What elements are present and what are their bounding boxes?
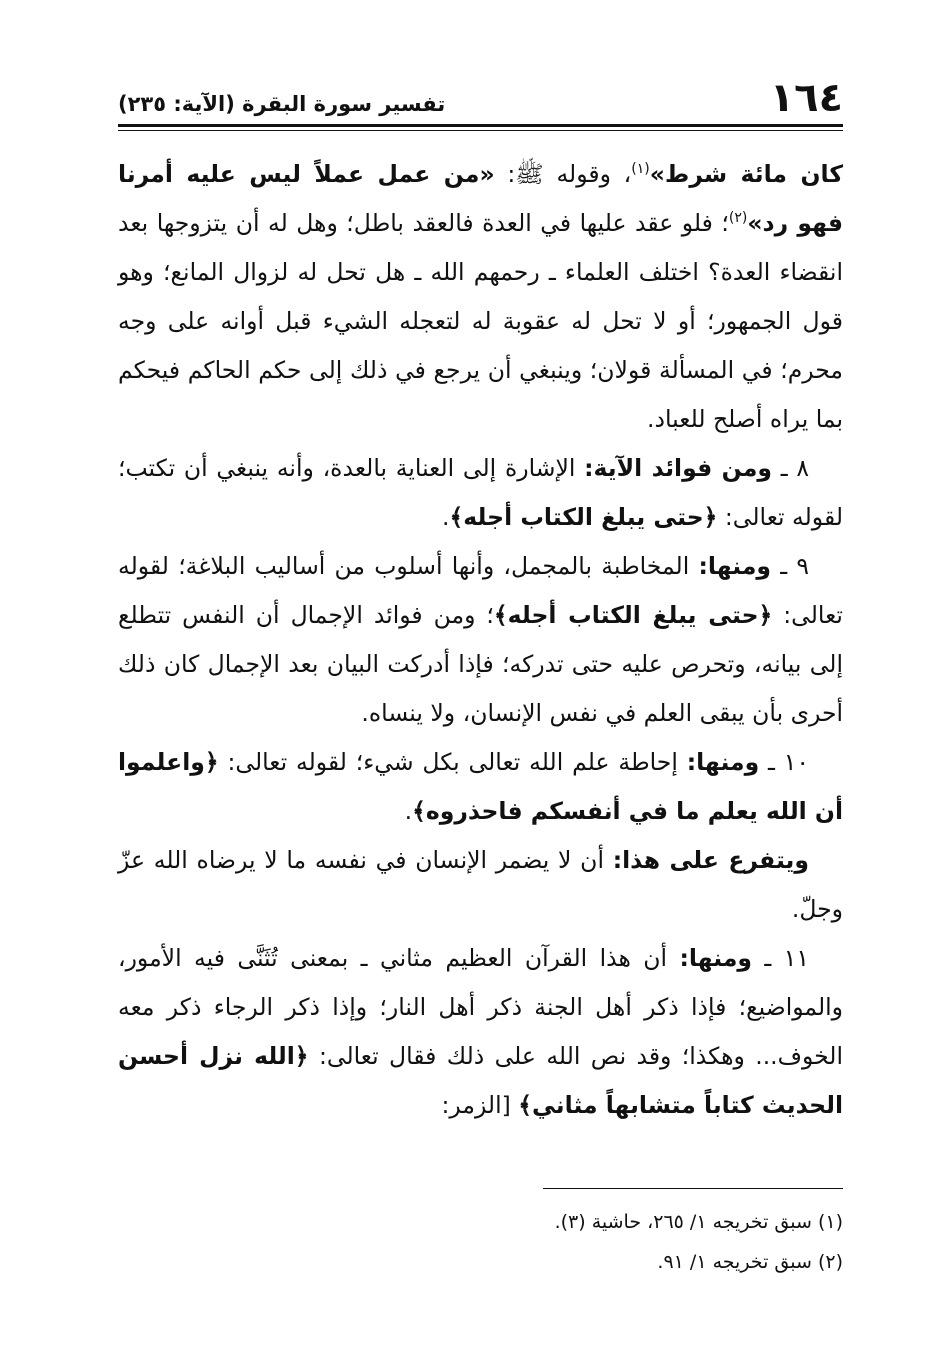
quran-verse: ﴿حتى يبلغ الكتاب أجله﴾ [493, 601, 773, 629]
paragraph-text: ، وقوله ﷺ: [494, 160, 632, 188]
footnote-ref-2: (٢) [728, 210, 748, 227]
paragraph-9 [118, 542, 843, 738]
paragraph-text: ؛ ومن فوائد الإجمال أن النفس تتطلع إلى بيانه، وتحرص عليه حتى تدركه؛ فإذا أدركت البيان بعد الإجمال كان ذلك أحرى بأن يبقى العلم في نفس الإنسان، ولا ينساه. [118, 601, 843, 727]
point-heading: ومنها: [679, 944, 752, 972]
sentence-end: . [404, 797, 413, 825]
page-header [118, 75, 843, 124]
point-number: ٩ ـ [771, 552, 809, 580]
point-heading: ومنها: [686, 748, 760, 776]
quran-verse: ﴿واعلموا أن الله يعلم ما في أنفسكم فاحذروه﴾ [118, 748, 843, 825]
footnote-2: (٢) سبق تخريجه ١/ ٩١. [657, 1251, 843, 1273]
footnote-1: (١) سبق تخريجه ١/ ٢٦٥، حاشية (٣). [554, 1211, 843, 1233]
quran-verse: ﴿حتى يبلغ الكتاب أجله﴾ [449, 503, 718, 531]
footnote-separator [543, 1188, 843, 1189]
paragraph-text: أن هذا القرآن العظيم مثاني ـ بمعنى تُثَنَّى فيه الأمور، والمواضيع؛ فإذا ذكر أهل الجنة ذكر أهل النار؛ وإذا ذكر الرجاء ذكر معه الخوف... وهكذا؛ وقد نص الله على ذلك فقال تعالى: [118, 944, 843, 1070]
page-number: ١٦٤ [769, 75, 843, 121]
point-heading: ومنها: [698, 552, 771, 580]
quran-verse: ﴿الله نزل أحسن الحديث كتاباً متشابهاً مثاني﴾ [118, 1042, 843, 1119]
paragraph-text: أن لا يضمر الإنسان في نفسه ما لا يرضاه الله عزّ وجلّ. [118, 846, 843, 923]
point-number: ١١ ـ [752, 944, 809, 972]
paragraph-derived [118, 836, 843, 934]
paragraph-11 [118, 934, 843, 1130]
footnotes [143, 1202, 843, 1282]
header-rule-thick [118, 124, 843, 127]
sentence-end: . [442, 503, 450, 531]
paragraph-text: [الزمر: [441, 1091, 519, 1119]
paragraph-text: المخاطبة بالمجمل، وأنها أسلوب من أساليب البلاغة؛ لقوله تعالى: [118, 552, 843, 629]
paragraph-10 [118, 738, 843, 836]
hadith-fragment-bold: كان مائة شرط» [649, 160, 843, 188]
running-title: تفسير سورة البقرة (الآية: ٢٣٥) [118, 92, 446, 116]
point-number: ١٠ ـ [759, 748, 810, 776]
point-heading: ويتفرع على هذا: [612, 846, 809, 874]
paragraph-8 [118, 444, 843, 542]
paragraph-text: ؛ فلو عقد عليها في العدة فالعقد باطل؛ وهل له أن يتزوجها بعد انقضاء العدة؟ اختلف العلماء ـ رحمهم الله ـ هل تحل له لزوال المانع؛ وهو قول الجمهور؛ أو لا تحل له عقوبة له لتعجله الشيء قبل أوانه على وجه محرم؛ في المسألة قولان؛ وينبغي أن يرجع في ذلك إلى حكم الحاكم فيحكم بما يراه أصلح للعباد. [118, 209, 843, 433]
point-number: ٨ ـ [771, 454, 809, 482]
header-rule-thin [118, 130, 843, 131]
footnote-ref-1: (١) [631, 161, 650, 178]
main-text [118, 150, 843, 1130]
hadith-quote-bold: «من عمل عملاً ليس عليه أمرنا فهو رد» [118, 160, 843, 237]
paragraph-text: إحاطة علم الله تعالى بكل شيء؛ لقوله تعالى: [218, 748, 687, 776]
paragraph-text: الإشارة إلى العناية بالعدة، وأنه ينبغي أن تكتب؛ لقوله تعالى: [118, 454, 843, 531]
point-heading: ومن فوائد الآية: [584, 454, 772, 482]
paragraph-1 [118, 150, 843, 444]
